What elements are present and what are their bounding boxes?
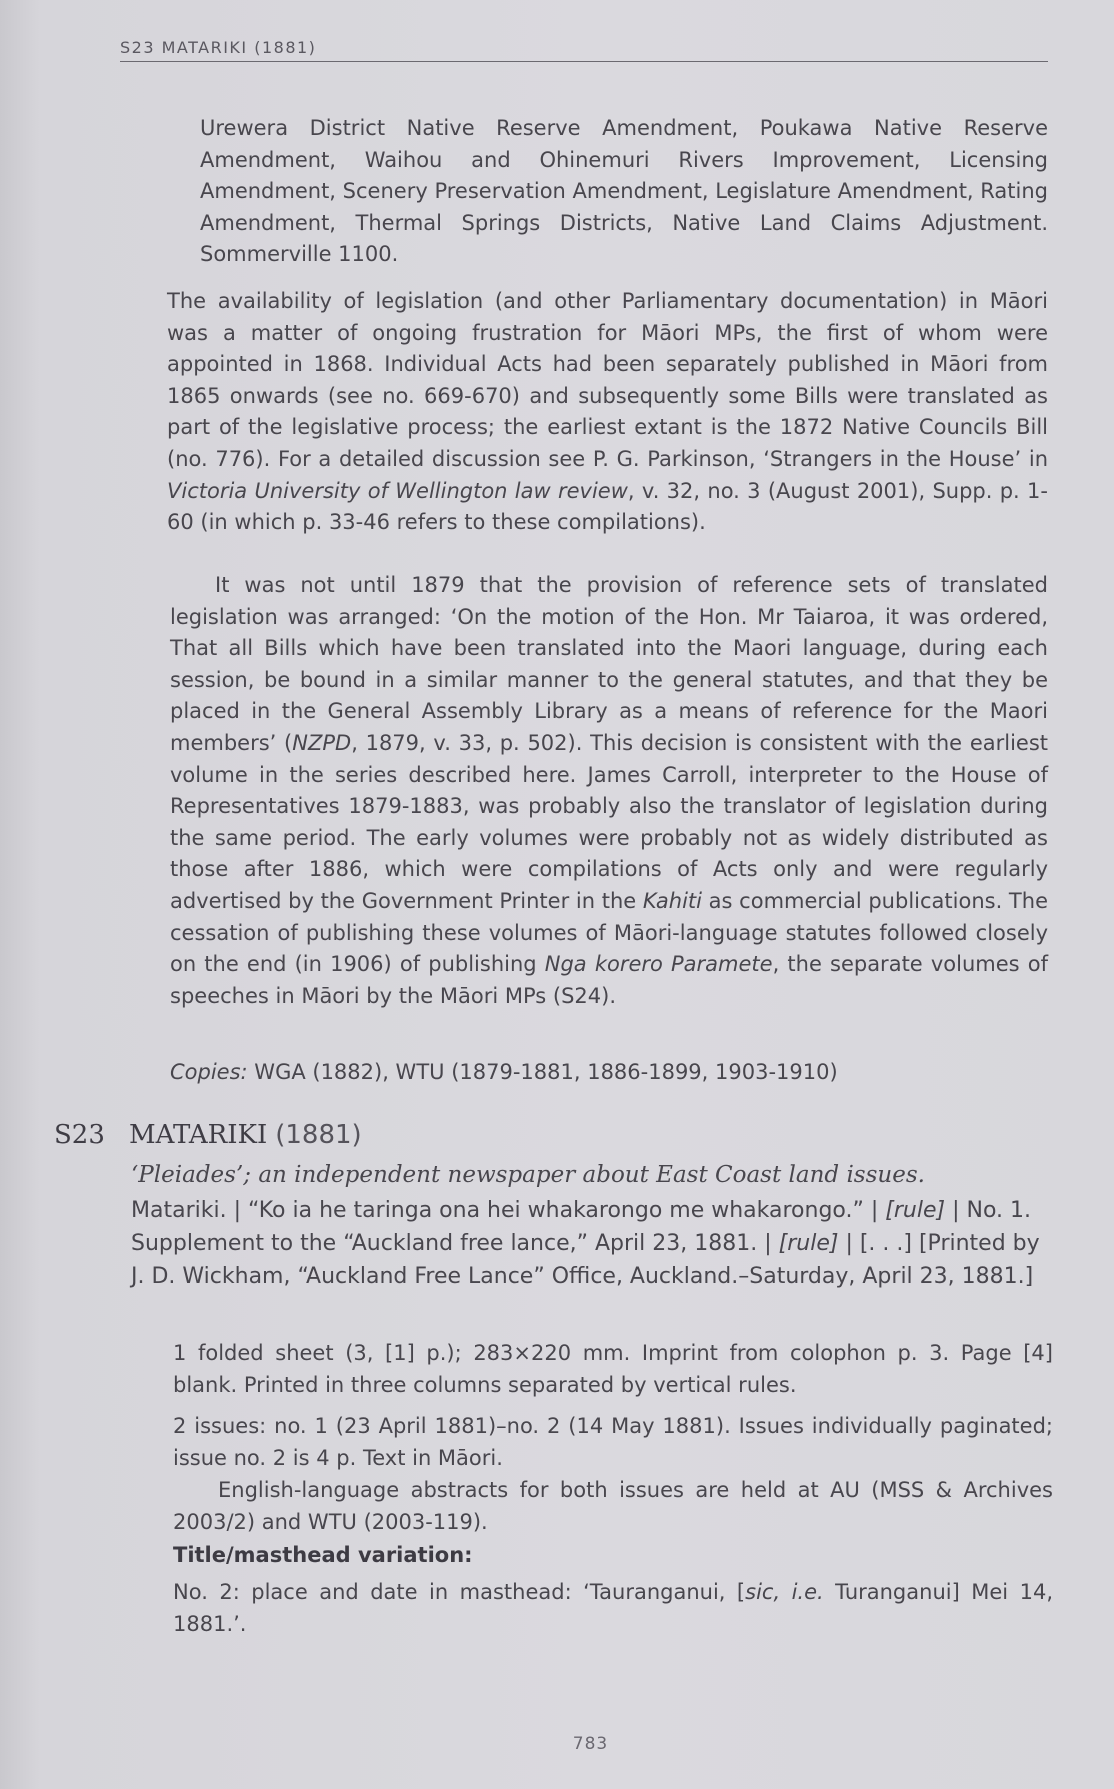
nzpd-citation: NZPD: [292, 730, 352, 755]
note-paragraph-2: [170, 570, 1048, 1012]
variation-part: No. 2: place and date in masthead: ‘Tauranganui, [: [173, 1580, 746, 1604]
transcription-text: Matariki. | “Ko ia he taringa ona hei whakarongo me whakarongo.” |: [131, 1198, 886, 1223]
entry-number: S23: [54, 1120, 105, 1150]
collation-paragraph: 1 folded sheet (3, [1] p.); 283×220 mm. Imprint from colophon p. 3. Page [4] blank. Printed in three columns separated by vertical rules.: [173, 1341, 1053, 1397]
variation-heading: Title/masthead variation:: [173, 1543, 473, 1567]
rule-marker: [rule]: [778, 1231, 839, 1256]
entry-title: MATARIKI: [129, 1120, 268, 1150]
note-paragraph-1: [167, 286, 1048, 539]
kahiti-title: Kahiti: [642, 888, 702, 913]
continued-entry-text: Urewera District Native Reserve Amendment, Poukawa Native Reserve Amendment, Waihou and Ohinemuri Rivers Improvement, Licensing Amendment, Scenery Preservation Amendment, Legislature Amendment, Rating Amendment, Thermal Springs Districts, Native Land Claims Adjustment. Sommerville 1100.: [200, 116, 1048, 267]
note-text: , the separate volumes of speeches in Māori by the Māori MPs (S24).: [170, 952, 1048, 1008]
running-head: S23 MATARIKI (1881): [120, 38, 1048, 62]
issues-paragraph: 2 issues: no. 1 (23 April 1881)–no. 2 (14 May 1881). Issues individually paginated; issue no. 2 is 4 p. Text in Māori.: [173, 1414, 1053, 1470]
variation-text: [173, 1577, 1053, 1640]
note-text: The availability of legislation (and other Parliamentary documentation) in Māori was a matter of ongoing frustration for Māori MPs, the first of whom were appointed in 1868. Individual Acts had been separately published in Māori from 1865 onwards (see no. 669-670) and subsequently some Bills were translated as part of the legislative process; the earliest extant is the 1872 Native Councils Bill (no. 776). For a detailed discussion see P. G. Parkinson, ‘Strangers in the House’ in: [167, 289, 1048, 471]
page-number: 783: [572, 1734, 609, 1754]
transcription-text: | [. . .] [Printed by J. D. Wickham, “Auckland Free Lance” Office, Auckland.–Saturday, April 23, 1881.]: [131, 1231, 1040, 1289]
title-transcription: [131, 1194, 1048, 1293]
journal-title: Victoria University of Wellington law review: [167, 478, 628, 503]
note-text: as commercial publications. The cessation of publishing these volumes of Māori-language statutes followed closely on the end (in 1906) of publishing: [170, 888, 1048, 977]
copies-text: WGA (1882), WTU (1879-1881, 1886-1899, 1903-1910): [247, 1060, 838, 1084]
note-text: , v. 32, no. 3 (August 2001), Supp. p. 1-60 (in which p. 33-46 refers to these compilations).: [167, 478, 1048, 535]
nga-korero-title: Nga korero Paramete: [544, 952, 773, 977]
entry-heading: [54, 1120, 1048, 1150]
variation-part: Turanganui] Mei 14, 1881.’.: [173, 1580, 1053, 1636]
abstracts-paragraph: English-language abstracts for both issues are held at AU (MSS & Archives 2003/2) and WTU (2003-119).: [173, 1478, 1053, 1534]
copies-label: Copies:: [170, 1060, 248, 1084]
note-text: It was not until 1879 that the provision of reference sets of translated legislation was arranged: ‘On the motion of the Hon. Mr Taiaroa, it was ordered, That all Bills which have been translated into the Maori language, during each session, be bound in a similar manner to the general statutes, and that they be placed in the General Assembly Library as a means of reference for the Maori members’ (: [170, 573, 1048, 755]
entry-subtitle: ‘Pleiades’; an independent newspaper about East Coast land issues.: [131, 1162, 925, 1188]
copies-line: [170, 1057, 1048, 1089]
rule-marker: [rule]: [885, 1198, 946, 1223]
transcription-text: | No. 1. Supplement to the “Auckland free lance,” April 23, 1881. |: [131, 1198, 1032, 1256]
entry-date: (1881): [275, 1120, 362, 1150]
note-text: , 1879, v. 33, p. 502). This decision is consistent with the earliest volume in the series described here. James Carroll, interpreter to the House of Representatives 1879-1883, was probably also the translator of legislation during the same period. The early volumes were probably not as widely distributed as those after 1886, which were compilations of Acts only and were regularly advertised by the Government Printer in the: [170, 730, 1049, 913]
sic-marker: sic, i.e.: [745, 1580, 824, 1604]
